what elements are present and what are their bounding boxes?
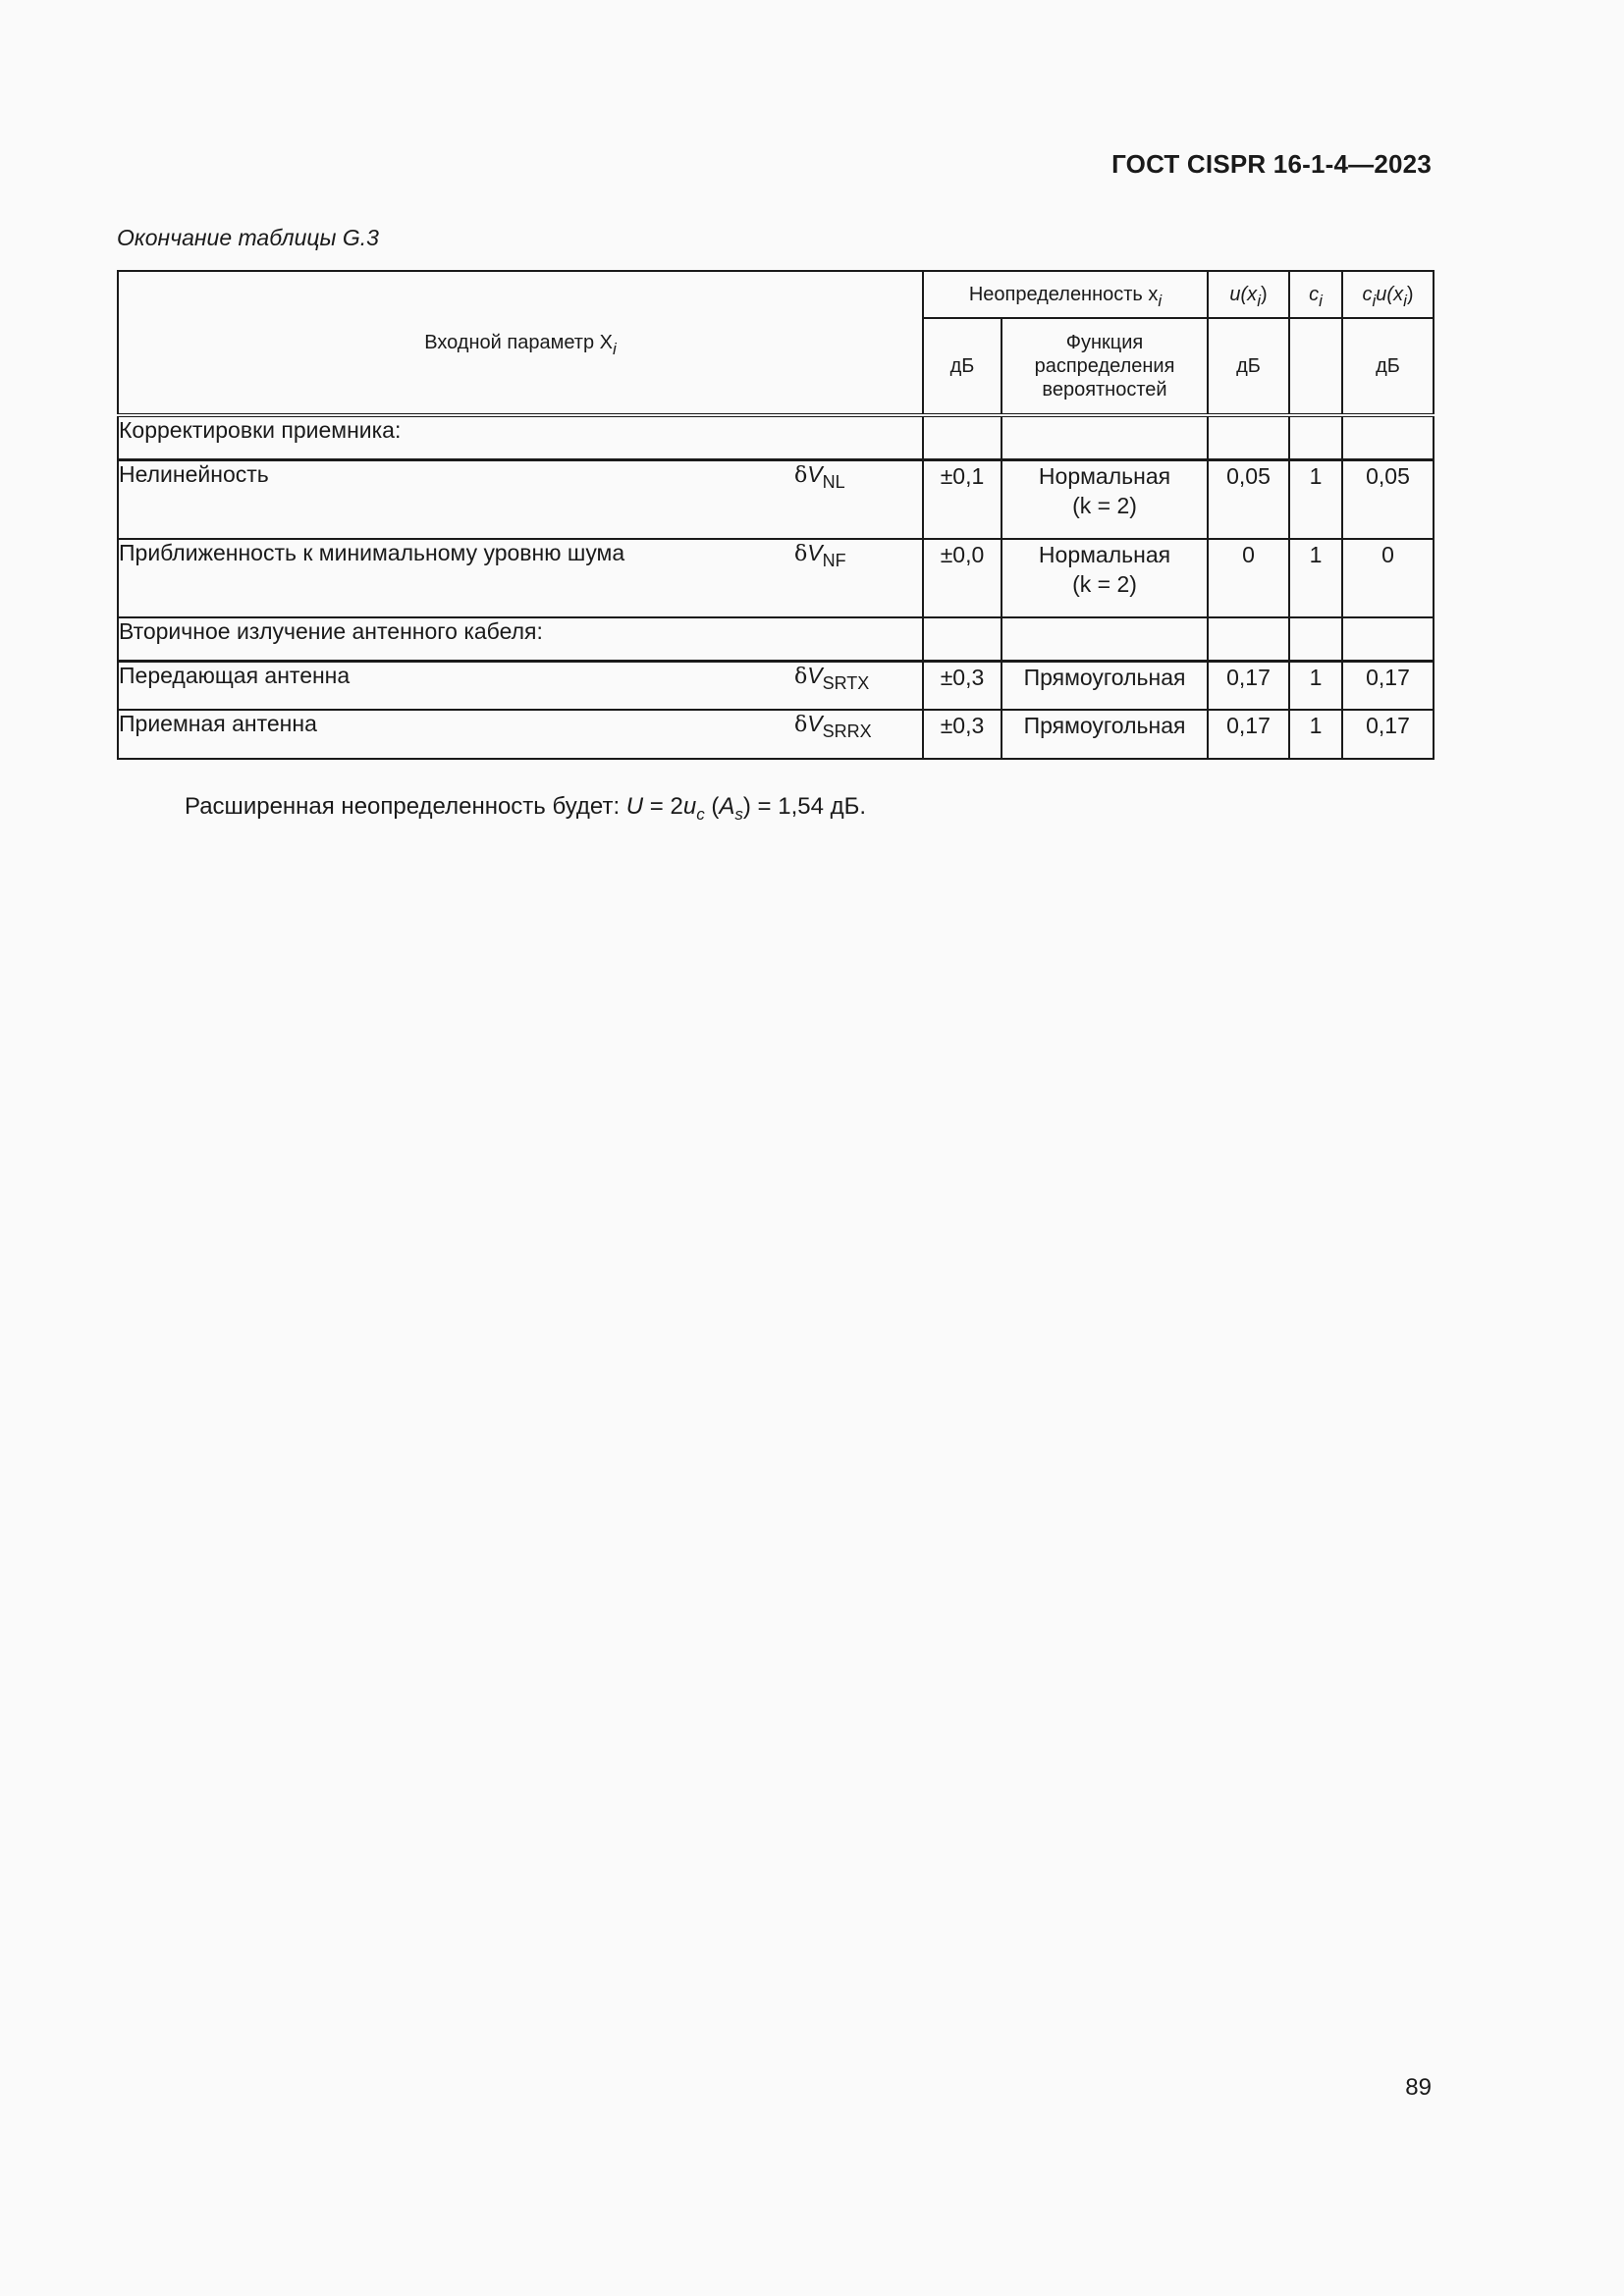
row-name-cell: Передающая антенна $\delta V_{SRTX}$: [118, 661, 923, 710]
table-row-group-receiver: [118, 415, 1434, 460]
row-name-cell: Нелинейность $\delta V_{NL}$: [118, 460, 923, 539]
header-distribution: Функция распределения вероятностей: [1001, 318, 1208, 415]
document-code: ГОСТ CISPR 16-1-4—2023: [1111, 149, 1432, 179]
header-u-xi: $u(x_i)$: [1208, 271, 1289, 318]
header-uncertainty: Неопределенность $x_i$: [923, 271, 1208, 318]
table-row-group-cable: [118, 617, 1434, 662]
header-ci-blank: [1289, 318, 1342, 415]
row-name-cell: Приемная антенна $\delta V_{SRRX}$: [118, 710, 923, 759]
row-symbol: $\delta V_{SRTX}$: [794, 662, 870, 693]
header-db-cu: дБ: [1342, 318, 1434, 415]
table-row: Приемная антенна $\delta V_{SRRX}$ ±0,3 Прямоугольная 0,17 1 0,17: [118, 710, 1434, 759]
group-label: Вторичное излучение антенного кабеля:: [118, 617, 923, 662]
group-label: Корректировки приемника:: [118, 415, 923, 460]
uncertainty-table: [117, 270, 1435, 760]
row-symbol: $\delta V_{SRRX}$: [794, 711, 872, 741]
row-name-cell: Приближенность к минимальному уровню шума $\delta V_{NF}$: [118, 539, 923, 617]
expanded-uncertainty-text: Расширенная неопределенность будет: $U = 2u_c$ $(A_s) = 1,54$ дБ.: [185, 793, 867, 824]
header-ci: $c_i$: [1289, 271, 1342, 318]
table-row: Нелинейность $\delta V_{NL}$ ±0,1 Нормальная (k = 2) 0,05 1 0,05: [118, 460, 1434, 539]
header-input-parameter: Входной параметр $X_i$: [118, 271, 923, 415]
row-symbol: $\delta V_{NF}$: [794, 539, 846, 570]
table-row: Передающая антенна $\delta V_{SRTX}$ ±0,3 Прямоугольная 0,17 1 0,17: [118, 661, 1434, 710]
page-number: 89: [1405, 2074, 1432, 2101]
header-db-u: дБ: [1208, 318, 1289, 415]
header-ci-u-xi: $c_iu(x_i)$: [1342, 271, 1434, 318]
table-caption: Окончание таблицы G.3: [117, 225, 379, 250]
header-db-value: дБ: [923, 318, 1001, 415]
row-symbol: $\delta V_{NL}$: [794, 461, 845, 492]
table-row: Приближенность к минимальному уровню шума $\delta V_{NF}$ ±0,0 Нормальная (k = 2) 0 1 0: [118, 539, 1434, 617]
